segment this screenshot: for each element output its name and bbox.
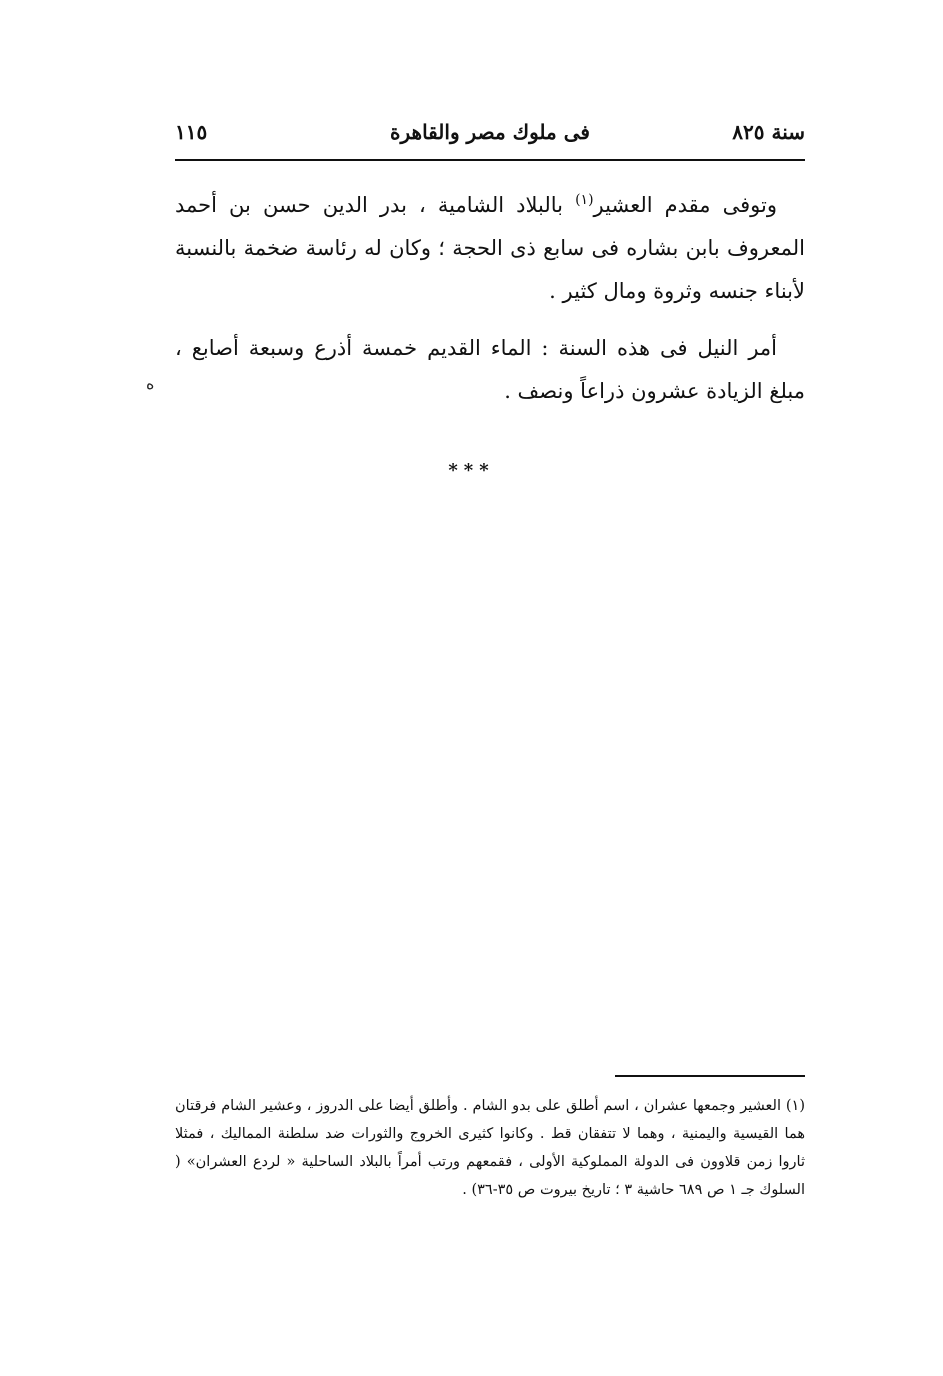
section-separator: ***: [448, 460, 495, 481]
paragraph-nile-report: أمر النيل فى هذه السنة : الماء القديم خمسة أذرع وسبعة أصابع ، مبلغ الزيادة عشرون ذراعاً ونصف .: [175, 336, 805, 403]
paragraph1-rest: بالبلاد الشامية ، بدر الدين حسن بن أحمد المعروف بابن بشاره فى سابع ذى الحجة ؛ وكان له رئاسة ضخمة بالنسبة لأبناء جنسه وثروة ومال كثير .: [175, 193, 805, 303]
main-text: [175, 184, 805, 427]
paragraph-death-notice: [175, 184, 805, 313]
footnote-rule: [615, 1075, 805, 1077]
margin-mark: ه: [146, 374, 155, 393]
page-number: ١١٥: [175, 120, 208, 144]
footnote: (١) العشير وجمعها عشران ، اسم أطلق على بدو الشام . وأطلق أيضا على الدروز ، وعشير الشام فرقتان هما القيسية واليمنية ، وهما لا تتفقان قط . وكانوا كثيرى الخروج والثورات ضد سلطنة المماليك ، فمثلا ثاروا زمن قلاوون فى الدولة المملوكية الأولى ، فقمعهم ورتب أمراً بالبلاد الساحلية « لردع العشران» ( السلوك جـ ١ ص ٦٨٩ حاشية ٣ ؛ تاريخ بيروت ص ٣٥-٣٦) .: [175, 1098, 805, 1198]
footnote-reference: (١): [575, 192, 594, 208]
header-rule: [175, 159, 805, 161]
running-header: [175, 120, 805, 154]
paragraph1-start: وتوفى مقدم العشير: [593, 193, 777, 217]
running-title: فى ملوك مصر والقاهرة: [390, 120, 590, 144]
year-heading: سنة ٨٢٥: [732, 120, 805, 144]
